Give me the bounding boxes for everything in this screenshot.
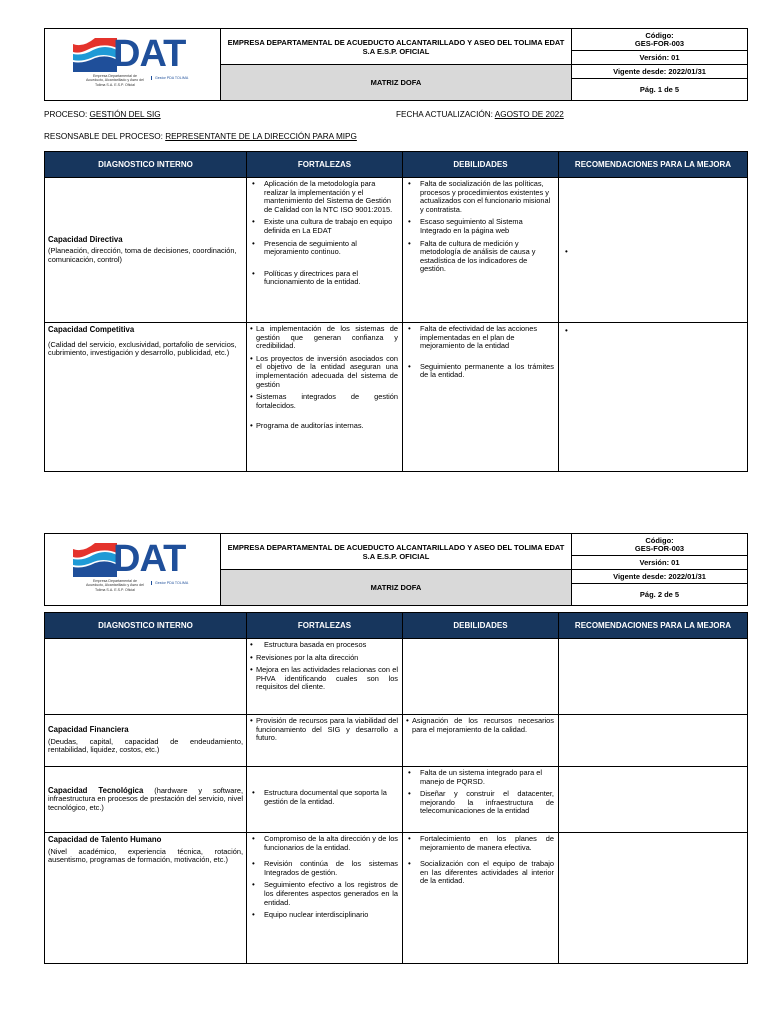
list-item: • Aplicación de la metodología para realizar la implementación y el mantenimiento del Sistema de Gestión de Calidad con la NTC ISO 9001:2015. — [250, 180, 398, 214]
table-row — [45, 639, 748, 715]
doc-title: MATRIZ DOFA — [221, 65, 572, 101]
owner-label: RESONSABLE DEL PROCESO: — [44, 132, 166, 141]
diagnostic-cell — [45, 833, 247, 964]
logo-wordmark: DAT — [113, 538, 186, 580]
page-2 — [44, 533, 747, 606]
document-header — [44, 533, 748, 606]
list-item: • Asignación de los recursos necesarios para el mejoramiento de la calidad. — [406, 717, 554, 734]
col-header-debilidades: DEBILIDADES — [403, 152, 559, 178]
edat-logo — [73, 33, 223, 87]
list-item: • Revisión continúa de los sistemas Integrados de gestión. — [250, 860, 398, 877]
page-number: Pág. 2 de 5 — [572, 584, 748, 606]
table-row — [45, 715, 748, 767]
recomendaciones-cell — [559, 715, 748, 767]
code-value: GES-FOR-003 — [634, 543, 685, 553]
list-item: • Los proyectos de inversión asociados con el objetivo de la entidad aseguran una implementación adecuada del sistema de gestión — [250, 355, 398, 389]
diagnostic-cell — [45, 178, 247, 323]
table-row — [45, 767, 748, 833]
company-name: EMPRESA DEPARTAMENTAL DE ACUEDUCTO ALCANTARILLADO Y ASEO DEL TOLIMA EDAT S.A E.S.P. OFICIAL — [221, 29, 572, 65]
capability-title: Capacidad Tecnológica — [48, 785, 144, 795]
fortalezas-cell — [247, 178, 403, 323]
logo-cell — [45, 29, 221, 101]
dofa-table — [44, 151, 748, 472]
col-header-recomendaciones: RECOMENDACIONES PARA LA MEJORA — [559, 152, 748, 178]
debilidades-cell — [403, 323, 559, 472]
list-item: • Falta de socialización de las políticas, procesos y procedimientos existentes y actualizados con el funcionario misional y contratista. — [406, 180, 554, 214]
table-row — [45, 178, 748, 323]
version: Versión: 01 — [572, 51, 748, 65]
fortalezas-cell — [247, 833, 403, 964]
process-label: PROCESO: — [44, 110, 90, 119]
edat-logo — [73, 538, 223, 592]
logo-wordmark: DAT — [113, 33, 186, 75]
capability-title: Capacidad Financiera — [48, 725, 129, 735]
capability-title: Capacidad Competitiva — [48, 325, 135, 334]
col-header-diagnostico: DIAGNOSTICO INTERNO — [45, 152, 247, 178]
date-line — [396, 110, 564, 119]
logo-cell — [45, 534, 221, 606]
list-item: • Diseñar y construir el datacenter, mejorando la infraestructura de telecomunicaciones de la entidad — [406, 790, 554, 816]
date-label: FECHA ACTUALIZACIÓN: — [396, 110, 495, 119]
owner-line — [44, 132, 357, 141]
debilidades-cell — [403, 639, 559, 715]
page-number: Pág. 1 de 5 — [572, 79, 748, 101]
list-item: • Revisiones por la alta dirección — [250, 654, 398, 663]
process-line — [44, 110, 219, 119]
recomendaciones-cell — [559, 833, 748, 964]
list-item: • Presencia de seguimiento al mejoramiento continuo. — [250, 240, 398, 257]
debilidades-cell — [403, 715, 559, 767]
list-item: • Falta de cultura de medición y metodología de análisis de causa y estadística de los indicadores de gestión. — [406, 240, 554, 274]
table-row — [45, 833, 748, 964]
recomendaciones-cell — [559, 767, 748, 833]
debilidades-cell — [403, 767, 559, 833]
debilidades-cell — [403, 833, 559, 964]
list-item: • Programa de auditorías internas. — [250, 422, 398, 431]
list-item: • Estructura basada en procesos — [250, 641, 398, 650]
capability-desc: (Planeación, dirección, toma de decisiones, coordinación, comunicación, control) — [48, 246, 237, 264]
code-cell — [572, 534, 748, 556]
logo-gestor: Gestor PDA TOLIMA — [151, 581, 188, 585]
dofa-table-page-1 — [44, 151, 747, 472]
list-item: • Existe una cultura de trabajo en equipo definida en La EDAT — [250, 218, 398, 235]
diagnostic-cell — [45, 767, 247, 833]
fortalezas-cell — [247, 715, 403, 767]
recomendaciones-cell — [559, 323, 748, 472]
list-item: • Sistemas integrados de gestión fortalecidos. — [250, 393, 398, 410]
recomendaciones-cell — [559, 178, 748, 323]
diagnostic-cell — [45, 323, 247, 472]
list-item: • Políticas y directrices para el funcionamiento de la entidad. — [250, 270, 398, 287]
diagnostic-cell — [45, 639, 247, 715]
logo-gestor: Gestor PDA TOLIMA — [151, 76, 188, 80]
water-drop-logo-icon — [73, 38, 117, 72]
code-label: Código: — [645, 30, 674, 40]
owner-value: REPRESENTANTE DE LA DIRECCIÓN PARA MIPG — [165, 132, 357, 141]
capability-title: Capacidad Directiva — [48, 234, 123, 244]
recomendaciones-cell — [559, 639, 748, 715]
capability-desc: (Calidad del servicio, exclusividad, portafolio de servicios, cubrimiento, investigación y desarrollo, publicidad, etc.) — [48, 339, 237, 358]
fortalezas-cell — [247, 767, 403, 833]
document-header — [44, 28, 748, 101]
code-cell — [572, 29, 748, 51]
capability-desc: (Deudas, capital, capacidad de endeudamiento, rentabilidad, liquidez, costos, etc.) — [48, 736, 243, 755]
col-header-fortalezas: FORTALEZAS — [247, 613, 403, 639]
page-1 — [44, 28, 747, 101]
fortalezas-cell — [247, 323, 403, 472]
list-item: • La implementación de los sistemas de gestión que generan confianza y credibilidad. — [250, 325, 398, 351]
water-drop-logo-icon — [73, 543, 117, 577]
process-value: GESTIÓN DEL SIG — [89, 110, 161, 119]
company-name: EMPRESA DEPARTAMENTAL DE ACUEDUCTO ALCANTARILLADO Y ASEO DEL TOLIMA EDAT S.A E.S.P. OFICIAL — [221, 534, 572, 570]
logo-subtitle: Empresa Departamental de Acueducto, Alcantarillado y Aseo del Tolima S.A. E.S.P. Oficial — [86, 74, 144, 87]
capability-desc: (Nivel académico, experiencia técnica, rotación, ausentismo, programas de formación, motivación, etc.) — [48, 846, 243, 865]
capability-title: Capacidad de Talento Humano — [48, 835, 162, 844]
code-value: GES-FOR-003 — [634, 38, 685, 48]
dofa-table-page-2 — [44, 612, 747, 964]
col-header-diagnostico: DIAGNOSTICO INTERNO — [45, 613, 247, 639]
capability-desc: (hardware y software, infraestructura en procesos de prestación del servicio, nivel tecnológico, etc.) — [48, 785, 243, 812]
dofa-table — [44, 612, 748, 964]
valid-from: Vigente desde: 2022/01/31 — [572, 65, 748, 79]
list-item: • Compromiso de la alta dirección y de los funcionarios de la entidad. — [250, 835, 398, 852]
fortalezas-cell — [247, 639, 403, 715]
list-item: • Fortalecimiento en los planes de mejoramiento de manera efectiva. — [406, 835, 554, 852]
date-value: AGOSTO DE 2022 — [494, 110, 564, 119]
list-item: • Provisión de recursos para la viabilidad del funcionamiento del SIG y desarrollo a futuro. — [250, 717, 398, 743]
list-item: • Seguimiento permanente a los trámites de la entidad. — [406, 363, 554, 380]
valid-from: Vigente desde: 2022/01/31 — [572, 570, 748, 584]
col-header-debilidades: DEBILIDADES — [403, 613, 559, 639]
list-item: • Escaso seguimiento al Sistema Integrado en la página web — [406, 218, 554, 235]
list-item: • Falta de efectividad de las acciones implementadas en el plan de mejoramiento de la entidad — [406, 325, 554, 351]
list-item: • Seguimiento efectivo a los registros de los diferentes aspectos generados en la entidad. — [250, 881, 398, 907]
list-item: • Socialización con el equipo de trabajo en las diferentes actividades al interior de la entidad. — [406, 860, 554, 886]
diagnostic-cell — [45, 715, 247, 767]
col-header-fortalezas: FORTALEZAS — [247, 152, 403, 178]
doc-title: MATRIZ DOFA — [221, 570, 572, 606]
list-item: • Mejora en las actividades relacionas con el PHVA identificando cuales son los requisitos del cliente. — [250, 666, 398, 692]
list-item: • Falta de un sistema integrado para el manejo de PQRSD. — [406, 769, 554, 786]
code-label: Código: — [645, 535, 674, 545]
version: Versión: 01 — [572, 556, 748, 570]
list-item: • Equipo nuclear interdisciplinario — [250, 911, 398, 920]
col-header-recomendaciones: RECOMENDACIONES PARA LA MEJORA — [559, 613, 748, 639]
logo-subtitle: Empresa Departamental de Acueducto, Alcantarillado y Aseo del Tolima S.A. E.S.P. Oficial — [86, 579, 144, 592]
debilidades-cell — [403, 178, 559, 323]
list-item: • Estructura documental que soporta la gestión de la entidad. — [250, 789, 398, 806]
table-row — [45, 323, 748, 472]
